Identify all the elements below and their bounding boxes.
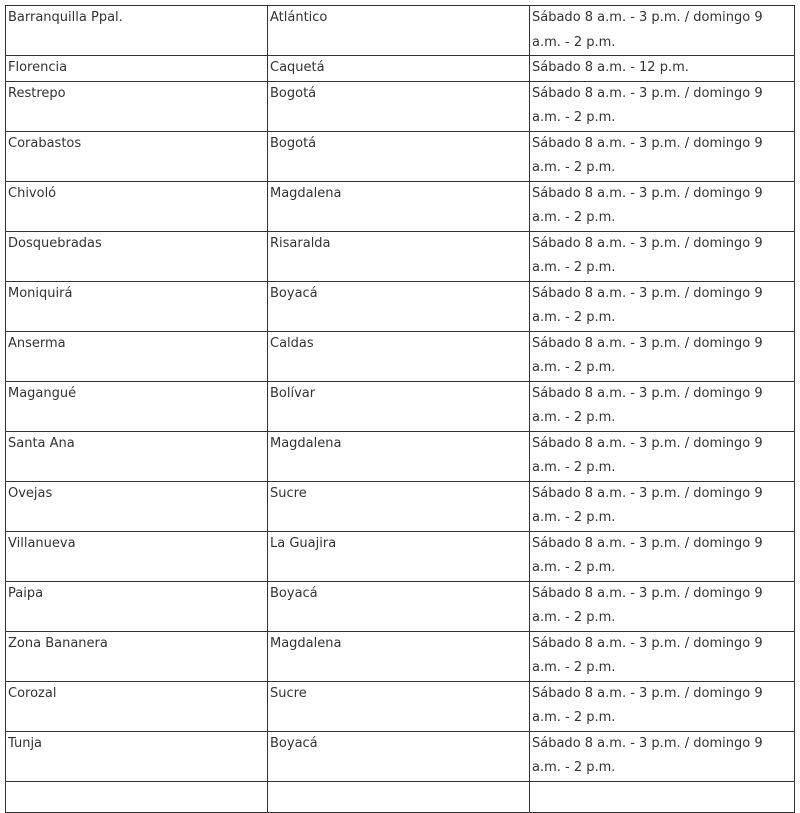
municipio-cell: Tunja: [6, 731, 268, 781]
table-row: [6, 6, 795, 56]
horario-cell: Sábado 8 a.m. - 3 p.m. / domingo 9 a.m. - 2 p.m.: [530, 81, 795, 131]
horario-cell: Sábado 8 a.m. - 3 p.m. / domingo 9 a.m. - 2 p.m.: [530, 181, 795, 231]
departamento-cell: Risaralda: [268, 231, 530, 281]
departamento-cell: Boyacá: [268, 581, 530, 631]
departamento-cell: Bolívar: [268, 381, 530, 431]
horario-cell: Sábado 8 a.m. - 3 p.m. / domingo 9 a.m. - 2 p.m.: [530, 6, 795, 56]
municipio-cell: Ovejas: [6, 481, 268, 531]
municipio-cell: Moniquirá: [6, 281, 268, 331]
table-row: [6, 531, 795, 581]
horario-cell: Sábado 8 a.m. - 3 p.m. / domingo 9 a.m. - 2 p.m.: [530, 731, 795, 781]
horario-cell: Sábado 8 a.m. - 3 p.m. / domingo 9 a.m. - 2 p.m.: [530, 281, 795, 331]
table-row: [6, 331, 795, 381]
municipio-cell: Santa Ana: [6, 431, 268, 481]
municipio-cell: Paipa: [6, 581, 268, 631]
municipio-cell: Villanueva: [6, 531, 268, 581]
horario-cell: Sábado 8 a.m. - 3 p.m. / domingo 9 a.m. - 2 p.m.: [530, 681, 795, 731]
table-row: [6, 431, 795, 481]
horario-cell: Sábado 8 a.m. - 3 p.m. / domingo 9 a.m. - 2 p.m.: [530, 331, 795, 381]
departamento-cell: Bogotá: [268, 81, 530, 131]
departamento-cell: [268, 781, 530, 812]
table-row: [6, 581, 795, 631]
horario-cell: Sábado 8 a.m. - 12 p.m.: [530, 56, 795, 82]
horario-cell: Sábado 8 a.m. - 3 p.m. / domingo 9 a.m. - 2 p.m.: [530, 631, 795, 681]
municipio-cell: Barranquilla Ppal.: [6, 6, 268, 56]
table-row: [6, 381, 795, 431]
horario-cell: [530, 781, 795, 812]
municipio-cell: Corozal: [6, 681, 268, 731]
municipio-cell: Zona Bananera: [6, 631, 268, 681]
departamento-cell: Bogotá: [268, 131, 530, 181]
horario-cell: Sábado 8 a.m. - 3 p.m. / domingo 9 a.m. - 2 p.m.: [530, 381, 795, 431]
table-row: [6, 181, 795, 231]
departamento-cell: Boyacá: [268, 731, 530, 781]
municipio-cell: Restrepo: [6, 81, 268, 131]
departamento-cell: Caquetá: [268, 56, 530, 82]
departamento-cell: Magdalena: [268, 431, 530, 481]
municipio-cell: Florencia: [6, 56, 268, 82]
horario-cell: Sábado 8 a.m. - 3 p.m. / domingo 9 a.m. - 2 p.m.: [530, 481, 795, 531]
horario-cell: Sábado 8 a.m. - 3 p.m. / domingo 9 a.m. - 2 p.m.: [530, 531, 795, 581]
table-row: [6, 681, 795, 731]
table-row: [6, 781, 795, 812]
municipio-cell: Corabastos: [6, 131, 268, 181]
table-row: [6, 131, 795, 181]
horario-cell: Sábado 8 a.m. - 3 p.m. / domingo 9 a.m. - 2 p.m.: [530, 581, 795, 631]
departamento-cell: Sucre: [268, 481, 530, 531]
table-row: [6, 631, 795, 681]
municipio-cell: Anserma: [6, 331, 268, 381]
horario-cell: Sábado 8 a.m. - 3 p.m. / domingo 9 a.m. - 2 p.m.: [530, 131, 795, 181]
municipio-cell: Chivoló: [6, 181, 268, 231]
horario-cell: Sábado 8 a.m. - 3 p.m. / domingo 9 a.m. - 2 p.m.: [530, 231, 795, 281]
municipio-cell: Dosquebradas: [6, 231, 268, 281]
departamento-cell: Atlántico: [268, 6, 530, 56]
departamento-cell: Caldas: [268, 331, 530, 381]
table-row: [6, 481, 795, 531]
table-row: [6, 56, 795, 82]
departamento-cell: Magdalena: [268, 631, 530, 681]
table-row: [6, 231, 795, 281]
departamento-cell: La Guajira: [268, 531, 530, 581]
schedule-table-body: [6, 6, 795, 813]
departamento-cell: Sucre: [268, 681, 530, 731]
municipio-cell: Magangué: [6, 381, 268, 431]
horario-cell: Sábado 8 a.m. - 3 p.m. / domingo 9 a.m. - 2 p.m.: [530, 431, 795, 481]
table-row: [6, 281, 795, 331]
schedule-table: [5, 5, 795, 813]
municipio-cell: [6, 781, 268, 812]
departamento-cell: Boyacá: [268, 281, 530, 331]
departamento-cell: Magdalena: [268, 181, 530, 231]
table-row: [6, 81, 795, 131]
table-row: [6, 731, 795, 781]
